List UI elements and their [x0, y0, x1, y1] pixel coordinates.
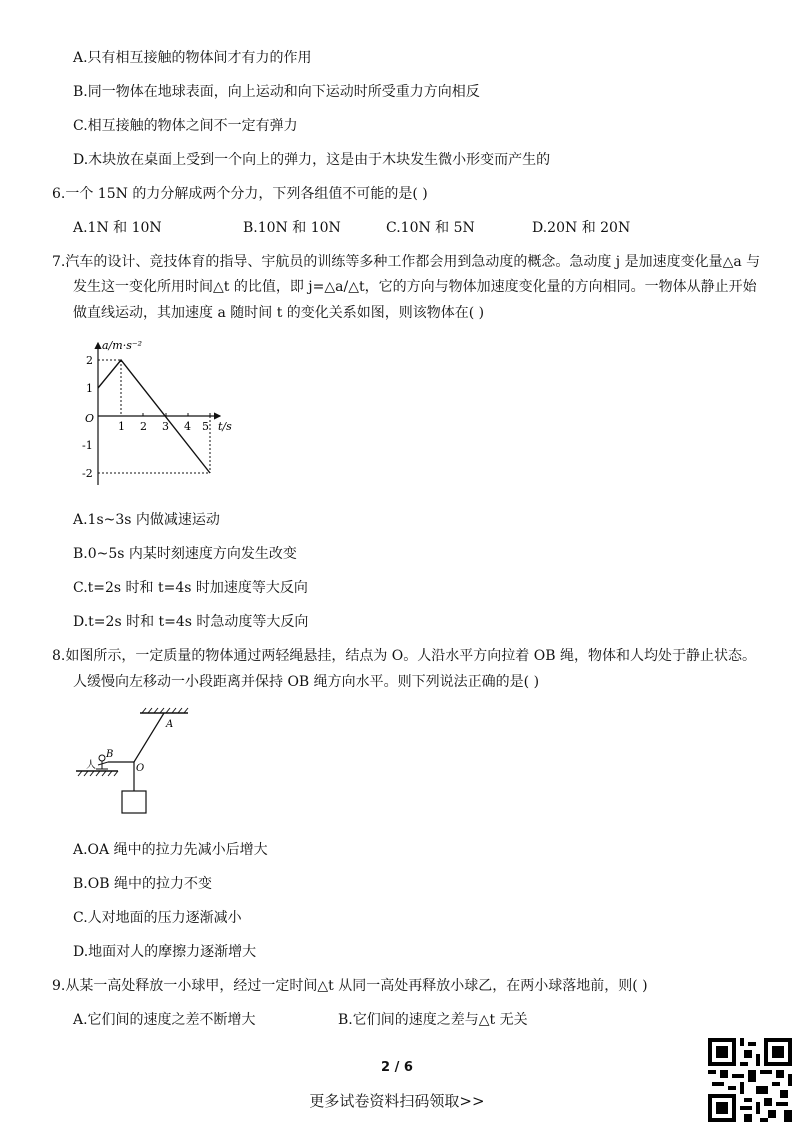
q6-stem: 6.一个 15N 的力分解成两个分力，下列各组值不可能的是( )	[52, 186, 428, 202]
q6-option-a: A.1N 和 10N	[73, 220, 162, 236]
label-b: B	[106, 749, 114, 760]
q7-option-a: A.1s~3s 内做减速运动	[73, 512, 220, 528]
q9-option-a: A.它们间的速度之差不断增大	[73, 1012, 256, 1028]
q5-option-a: A.只有相互接触的物体间才有力的作用	[73, 50, 312, 66]
q5-option-b: B.同一物体在地球表面，向上运动和向下运动时所受重力方向相反	[73, 84, 480, 100]
x-tick-1: 1	[118, 420, 125, 433]
q5-option-d: D.木块放在桌面上受到一个向上的弹力，这是由于木块发生微小形变而产生的	[73, 152, 551, 168]
y-tick-2: 2	[86, 354, 93, 367]
q6-option-c: C.10N 和 5N	[386, 220, 475, 236]
y-tick-neg1: -1	[82, 439, 93, 452]
q7-option-c: C.t=2s 时和 t=4s 时加速度等大反向	[73, 580, 308, 596]
q8-option-a: A.OA 绳中的拉力先减小后增大	[73, 842, 268, 858]
q8-rope-figure	[72, 705, 197, 820]
q7-stem-line1: 7.汽车的设计、竞技体育的指导、宇航员的训练等多种工作都会用到急动度的概念。急动度 j 是加速度变化量△a 与	[52, 254, 761, 270]
person-icon	[99, 755, 105, 761]
q8-stem-line2: 人缓慢向左移动一小段距离并保持 OB 绳方向水平。则下列说法正确的是( )	[73, 674, 540, 690]
q8-option-c: C.人对地面的压力逐渐减小	[73, 910, 242, 926]
hanging-block	[122, 791, 146, 813]
q7-stem-line3: 做直线运动，其加速度 a 随时间 t 的变化关系如图，则该物体在( )	[73, 305, 485, 321]
label-o: O	[136, 763, 145, 774]
q8-option-b: B.OB 绳中的拉力不变	[73, 876, 212, 892]
q7-option-b: B.0~5s 内某时刻速度方向发生改变	[73, 546, 297, 562]
y-axis-label: a/m·s⁻²	[102, 339, 143, 352]
y-tick-1: 1	[86, 382, 93, 395]
q9-option-b: B.它们间的速度之差与△t 无关	[338, 1012, 528, 1028]
q6-option-d: D.20N 和 20N	[532, 220, 631, 236]
q6-option-b: B.10N 和 10N	[243, 220, 341, 236]
q9-stem: 9.从某一高处释放一小球甲，经过一定时间△t 从同一高处再释放小球乙，在两小球落地前，则( )	[52, 978, 648, 994]
q8-option-d: D.地面对人的摩擦力逐渐增大	[73, 944, 257, 960]
rope-oa	[134, 713, 164, 762]
footer-text: 更多试卷资料扫码领取>>	[309, 1092, 485, 1110]
x-tick-3: 3	[162, 420, 169, 433]
q7-acceleration-graph	[80, 335, 240, 495]
label-person: 人	[86, 760, 96, 771]
x-tick-2: 2	[140, 420, 147, 433]
origin-label: O	[85, 412, 95, 425]
x-axis-label: t/s	[218, 420, 232, 433]
page-number: 2 / 6	[381, 1060, 413, 1075]
label-a: A	[166, 719, 174, 730]
x-tick-5: 5	[202, 420, 209, 433]
q5-option-c: C.相互接触的物体之间不一定有弹力	[73, 118, 298, 134]
qr-code-icon[interactable]	[708, 1038, 792, 1122]
q7-stem-line2: 发生这一变化所用时间△t 的比值，即 j=△a/△t，它的方向与物体加速度变化量的方向相同。一物体从静止开始	[73, 279, 757, 295]
q7-option-d: D.t=2s 时和 t=4s 时急动度等大反向	[73, 614, 309, 630]
x-tick-4: 4	[184, 420, 191, 433]
q8-stem-line1: 8.如图所示，一定质量的物体通过两轻绳悬挂，结点为 O。人沿水平方向拉着 OB 绳，物体和人均处于静止状态。	[52, 648, 756, 664]
y-tick-neg2: -2	[82, 467, 93, 480]
